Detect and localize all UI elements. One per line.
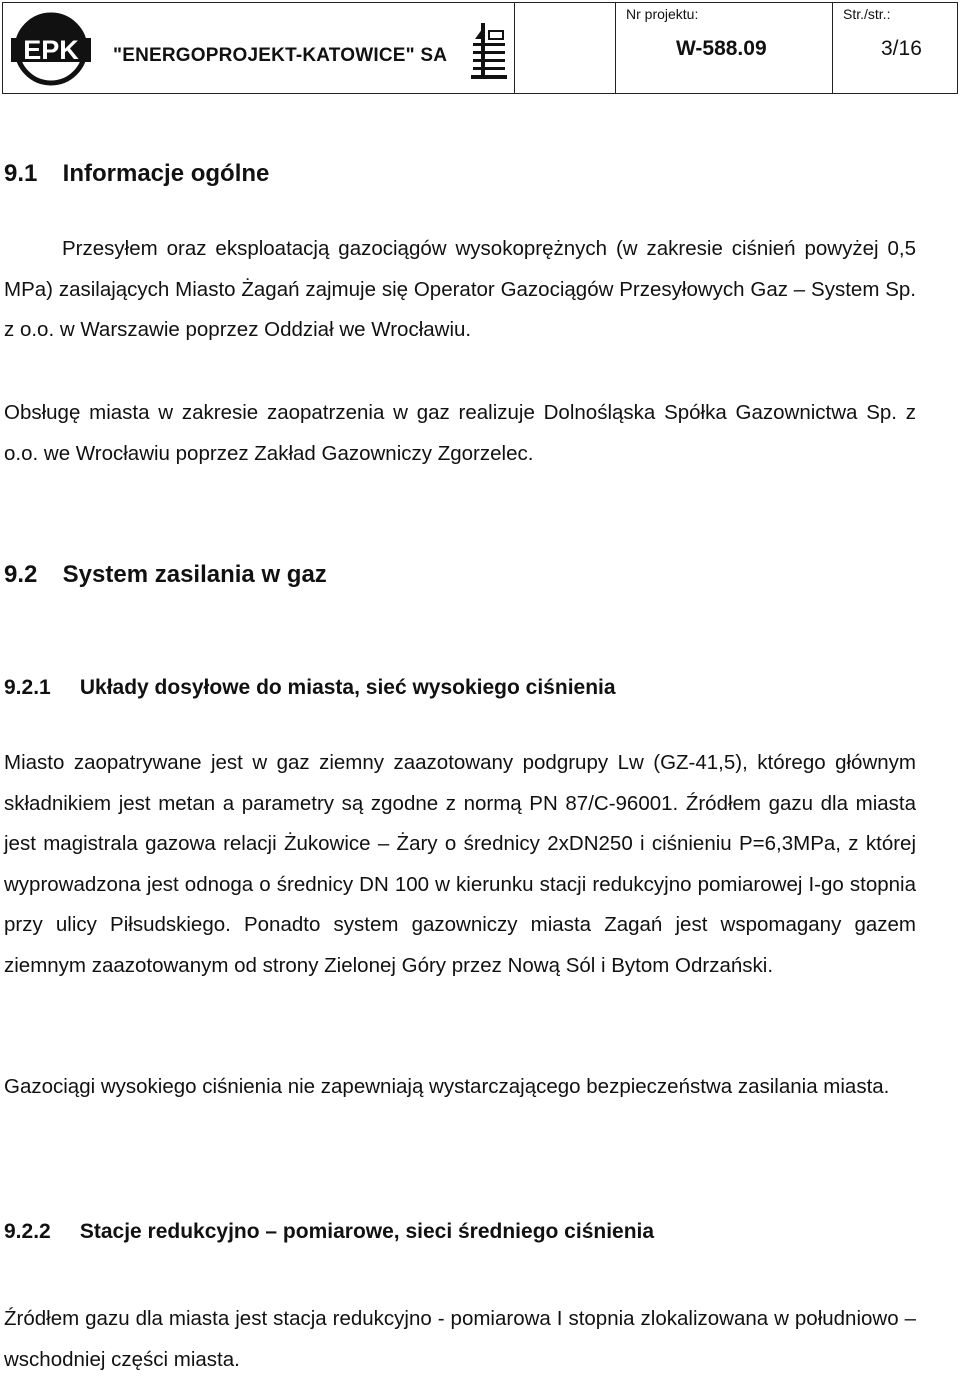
company-mark-icon <box>469 21 509 81</box>
section-number: 9.2.1 <box>4 676 51 699</box>
section-title: Stacje redukcyjno – pomiarowe, sieci średniego ciśnienia <box>79 1220 655 1243</box>
company-cell <box>95 3 455 93</box>
section-number: 9.2 <box>4 561 38 588</box>
section-heading-9-2-2 <box>4 1220 916 1244</box>
project-number: W-588.09 <box>676 37 767 60</box>
project-label: Nr projektu: <box>626 6 699 22</box>
epk-logo <box>9 9 93 87</box>
logo-cell <box>3 3 95 93</box>
paragraph-operator: Przesyłem oraz eksploatacją gazociągów wysokoprężnych (w zakresie ciśnień powyżej 0,5 MPa) zasilających Miasto Żagań zajmuje się Operator Gazociągów Przesyłowych Gaz – System Sp. z o.o. w Warszawie poprzez Oddział we Wrocławiu. <box>4 237 916 341</box>
section-title: Układy dosyłowe do miasta, sieć wysokiego ciśnienia <box>79 676 616 699</box>
section-number: 9.2.2 <box>4 1220 51 1243</box>
company-name: "ENERGOPROJEKT-KATOWICE" SA <box>113 45 448 66</box>
paragraph-security: Gazociągi wysokiego ciśnienia nie zapewniają wystarczającego bezpieczeństwa zasilania miasta. <box>4 1075 890 1098</box>
section-number: 9.1 <box>4 160 38 187</box>
section-heading-9-2 <box>4 561 916 589</box>
mark-cell <box>455 3 515 93</box>
logo-text: EPK <box>23 35 79 65</box>
page-label: Str./str.: <box>843 6 891 22</box>
section-heading-9-1 <box>4 160 916 188</box>
page-cell <box>833 3 957 93</box>
page-number: 3/16 <box>881 37 922 60</box>
page-header <box>2 2 958 94</box>
paragraph-service: Obsługę miasta w zakresie zaopatrzenia w gaz realizuje Dolnośląska Spółka Gazownictwa Sp. z o.o. we Wrocławiu poprzez Zakład Gazowniczy Zgorzelec. <box>4 401 916 465</box>
section-title: Informacje ogólne <box>62 160 270 187</box>
paragraph-station: Źródłem gazu dla miasta jest stacja redukcyjno - pomiarowa I stopnia zlokalizowana w południowo – wschodniej części miasta. <box>4 1307 916 1371</box>
paragraph-supply: Miasto zaopatrywane jest w gaz ziemny zaazotowany podgrupy Lw (GZ-41,5), którego głównym składnikiem jest metan a parametry są zgodne z normą PN 87/C-96001. Źródłem gazu dla miasta jest magistrala gazowa relacji Żukowice – Żary o średnicy 2xDN250 i ciśnieniu P=6,3MPa, z której wyprowadzona jest odnoga o średnicy DN 100 w kierunku stacji redukcyjno pomiarowej I-go stopnia przy ulicy Piłsudskiego. Ponadto system gazowniczy miasta Zagań jest wspomagany gazem ziemnym zaazotowanym od strony Zielonej Góry przez Nową Sól i Bytom Odrzański. <box>4 751 916 977</box>
section-heading-9-2-1 <box>4 676 916 700</box>
project-cell <box>615 3 833 93</box>
section-title: System zasilania w gaz <box>62 561 327 588</box>
